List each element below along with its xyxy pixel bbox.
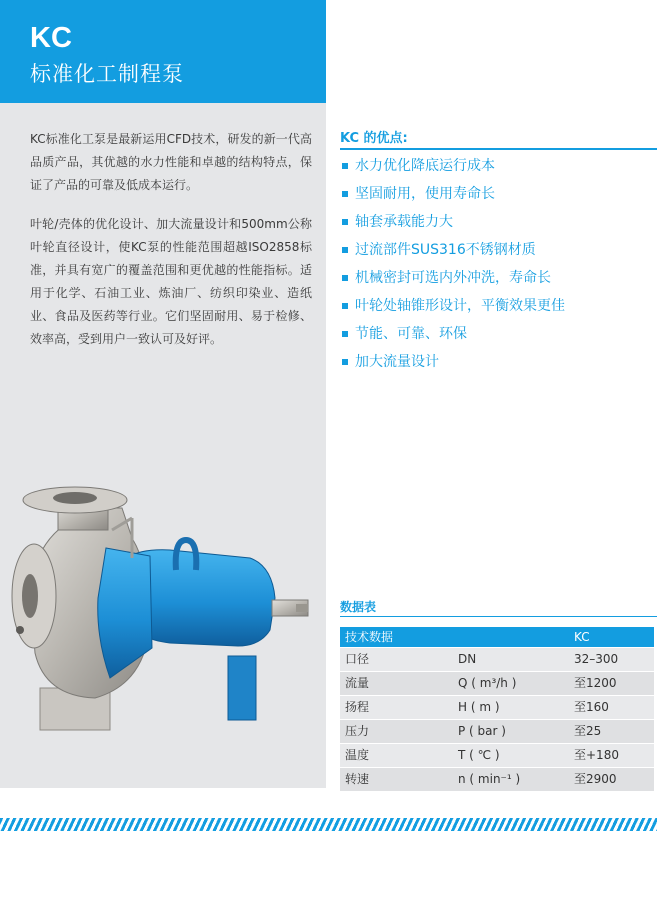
param-value: 至+180 <box>574 748 619 762</box>
table-row <box>340 672 654 696</box>
intro-paragraph-2: 叶轮/壳体的优化设计、加大流量设计和500mm公称叶轮直径设计，使KC泵的性能范围超越ISO2858标准，并具有宽广的覆盖范围和更优越的性能指标。适用于化学、石油工业、炼油厂、纺织印染业、造纸业、食品及医药等行业。它们坚固耐用、易于检修、效率高，受到用户一致认可及好评。 <box>30 217 312 346</box>
advantage-item: 叶轮处轴锥形设计，平衡效果更佳 <box>340 292 565 320</box>
advantages-divider <box>340 148 657 150</box>
advantages-title: KC 的优点: <box>340 131 408 146</box>
advantage-item: 轴套承载能力大 <box>340 208 565 236</box>
advantage-item: 过流部件SUS316不锈钢材质 <box>340 236 565 264</box>
param-name: 扬程 <box>345 700 370 714</box>
table-row <box>340 720 654 744</box>
table-row <box>340 744 654 768</box>
advantage-item: 水力优化降底运行成本 <box>340 152 565 180</box>
param-symbol: P ( bar ) <box>458 724 506 738</box>
pump-illustration <box>0 478 326 740</box>
param-symbol: Q ( m³/h ) <box>458 676 517 690</box>
datasheet-title: 数据表 <box>340 600 377 614</box>
intro-paragraph-1: KC标准化工泵是最新运用CFD技术，研发的新一代高品质产品，其优越的水力性能和卓越的结构特点，保证了产品的可靠及低成本运行。 <box>30 132 312 192</box>
param-name: 温度 <box>345 748 370 762</box>
product-name: 标准化工制程泵 <box>30 62 184 86</box>
datasheet-header-row <box>340 627 654 648</box>
datasheet-table <box>340 627 654 792</box>
advantages-list <box>340 152 565 376</box>
advantage-item: 坚固耐用，使用寿命长 <box>340 180 565 208</box>
datasheet-divider <box>340 616 657 617</box>
param-value: 至1200 <box>574 676 617 690</box>
table-row <box>340 648 654 672</box>
param-symbol: DN <box>458 652 477 666</box>
header-band <box>0 0 326 103</box>
param-symbol: H ( m ) <box>458 700 500 714</box>
param-value: 至160 <box>574 700 609 714</box>
product-code: KC <box>30 22 72 54</box>
header-cell: 技术数据 <box>345 630 394 644</box>
param-value: 至2900 <box>574 772 617 786</box>
decorative-stripe <box>0 818 657 831</box>
param-symbol: n ( min⁻¹ ) <box>458 772 521 786</box>
table-row <box>340 768 654 792</box>
param-name: 转速 <box>345 772 370 786</box>
param-value: 32–300 <box>574 652 619 666</box>
table-row <box>340 696 654 720</box>
header-cell: KC <box>574 630 590 644</box>
advantage-item: 机械密封可选内外冲洗，寿命长 <box>340 264 565 292</box>
param-symbol: T ( ℃ ) <box>458 748 500 762</box>
param-value: 至25 <box>574 724 602 738</box>
param-name: 压力 <box>345 724 370 738</box>
advantage-item: 加大流量设计 <box>340 348 565 376</box>
advantage-item: 节能、可靠、环保 <box>340 320 565 348</box>
param-name: 口径 <box>345 652 370 666</box>
param-name: 流量 <box>345 676 370 690</box>
